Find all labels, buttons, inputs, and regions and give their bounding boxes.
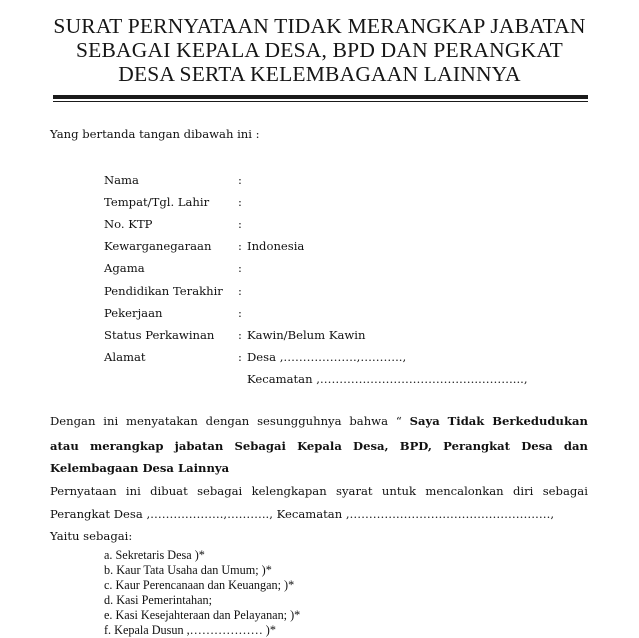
statement-word: dengan (205, 414, 250, 428)
title-divider-thick (53, 95, 588, 99)
field-value-alamat-kecamatan: Kecamatan ,…………………………………..………..., (247, 372, 528, 386)
purpose-line-1 (50, 484, 588, 498)
title-line: SEBAGAI KEPALA DESA, BPD DAN PERANGKAT (75, 38, 564, 62)
title-line: SURAT PERNYATAAN TIDAK MERANGKAP JABATAN (53, 14, 586, 38)
field-colon: : (238, 173, 242, 187)
list-item: d. Kasi Pemerintahan; (104, 593, 212, 607)
purpose-word: sebagai (542, 484, 588, 498)
field-colon: : (238, 239, 242, 253)
title-divider-thin (53, 101, 588, 102)
statement-bold-word: jabatan (174, 439, 224, 453)
purpose-word: diri (513, 484, 534, 498)
statement-bold-word: merangkap (90, 439, 164, 453)
purpose-word: dibuat (150, 484, 188, 498)
field-colon: : (238, 306, 242, 320)
purpose-word: kelengkapan (251, 484, 327, 498)
list-item: a. Sekretaris Desa )* (104, 548, 205, 562)
purpose-word: mencalonkan (425, 484, 504, 498)
statement-bold-word: Perangkat (443, 439, 511, 453)
statement-line-2 (50, 439, 588, 453)
intro-text: Yang bertanda tangan dibawah ini : (50, 127, 260, 141)
statement-line-3: Kelembagaan Desa Lainnya (50, 461, 230, 475)
statement-word: bahwa (349, 414, 388, 428)
field-label-agama: Agama (104, 261, 145, 275)
statement-bold-word: Saya (409, 414, 440, 428)
field-colon: : (238, 328, 242, 342)
field-colon: : (238, 217, 242, 231)
statement-line-1 (50, 414, 588, 428)
purpose-word: syarat (336, 484, 373, 498)
statement-word: ini (103, 414, 119, 428)
list-item: c. Kaur Perencanaan dan Keuangan; )* (104, 578, 295, 592)
statement-bold-word: atau (50, 439, 79, 453)
purpose-word: ini (125, 484, 141, 498)
field-label-pekerjaan: Pekerjaan (104, 306, 163, 320)
field-value-status-perkawinan: Kawin/Belum Kawin (247, 328, 366, 342)
title-line: DESA SERTA KELEMBAGAAN LAINNYA (118, 62, 521, 86)
statement-bold-word: dan (563, 439, 588, 453)
field-value-alamat-desa: Desa ,……………….,……….., (247, 350, 407, 364)
yaitu-label: Yaitu sebagai: (50, 529, 133, 543)
list-item: b. Kaur Tata Usaha dan Umum; )* (104, 563, 272, 577)
purpose-line-2: Perangkat Desa ,……………….,……….., Kecamatan ,……………………………………………., (50, 507, 555, 521)
document-title (40, 14, 599, 86)
field-colon: : (238, 350, 242, 364)
statement-word: “ (395, 414, 402, 428)
statement-word: Dengan (50, 414, 96, 428)
field-colon: : (238, 284, 242, 298)
field-label-pendidikan: Pendidikan Terakhir (104, 284, 223, 298)
field-label-no-ktp: No. KTP (104, 217, 153, 231)
field-label-tempat-lahir: Tempat/Tgl. Lahir (104, 195, 210, 209)
statement-bold-word: Sebagai (234, 439, 286, 453)
statement-bold-word: Desa (521, 439, 553, 453)
purpose-word: sebagai (197, 484, 243, 498)
statement-word: menyatakan (126, 414, 198, 428)
field-label-kewarganegaraan: Kewarganegaraan (104, 239, 212, 253)
purpose-word: Pernyataan (50, 484, 117, 498)
statement-bold-word: Kepala (297, 439, 342, 453)
field-colon: : (238, 261, 242, 275)
field-label-status-perkawinan: Status Perkawinan (104, 328, 215, 342)
field-label-nama: Nama (104, 173, 139, 187)
field-value-kewarganegaraan: Indonesia (247, 239, 305, 253)
list-item: f. Kepala Dusun ,……………… )* (104, 623, 276, 637)
statement-bold-word: Desa, (353, 439, 389, 453)
statement-bold-word: Berkedudukan (492, 414, 588, 428)
purpose-word: untuk (381, 484, 417, 498)
field-label-alamat: Alamat (104, 350, 146, 364)
list-item: e. Kasi Kesejahteraan dan Pelayanan; )* (104, 608, 301, 622)
field-colon: : (238, 195, 242, 209)
statement-bold-word: BPD, (399, 439, 432, 453)
statement-word: sesungguhnya (257, 414, 342, 428)
statement-bold-word: Tidak (447, 414, 485, 428)
